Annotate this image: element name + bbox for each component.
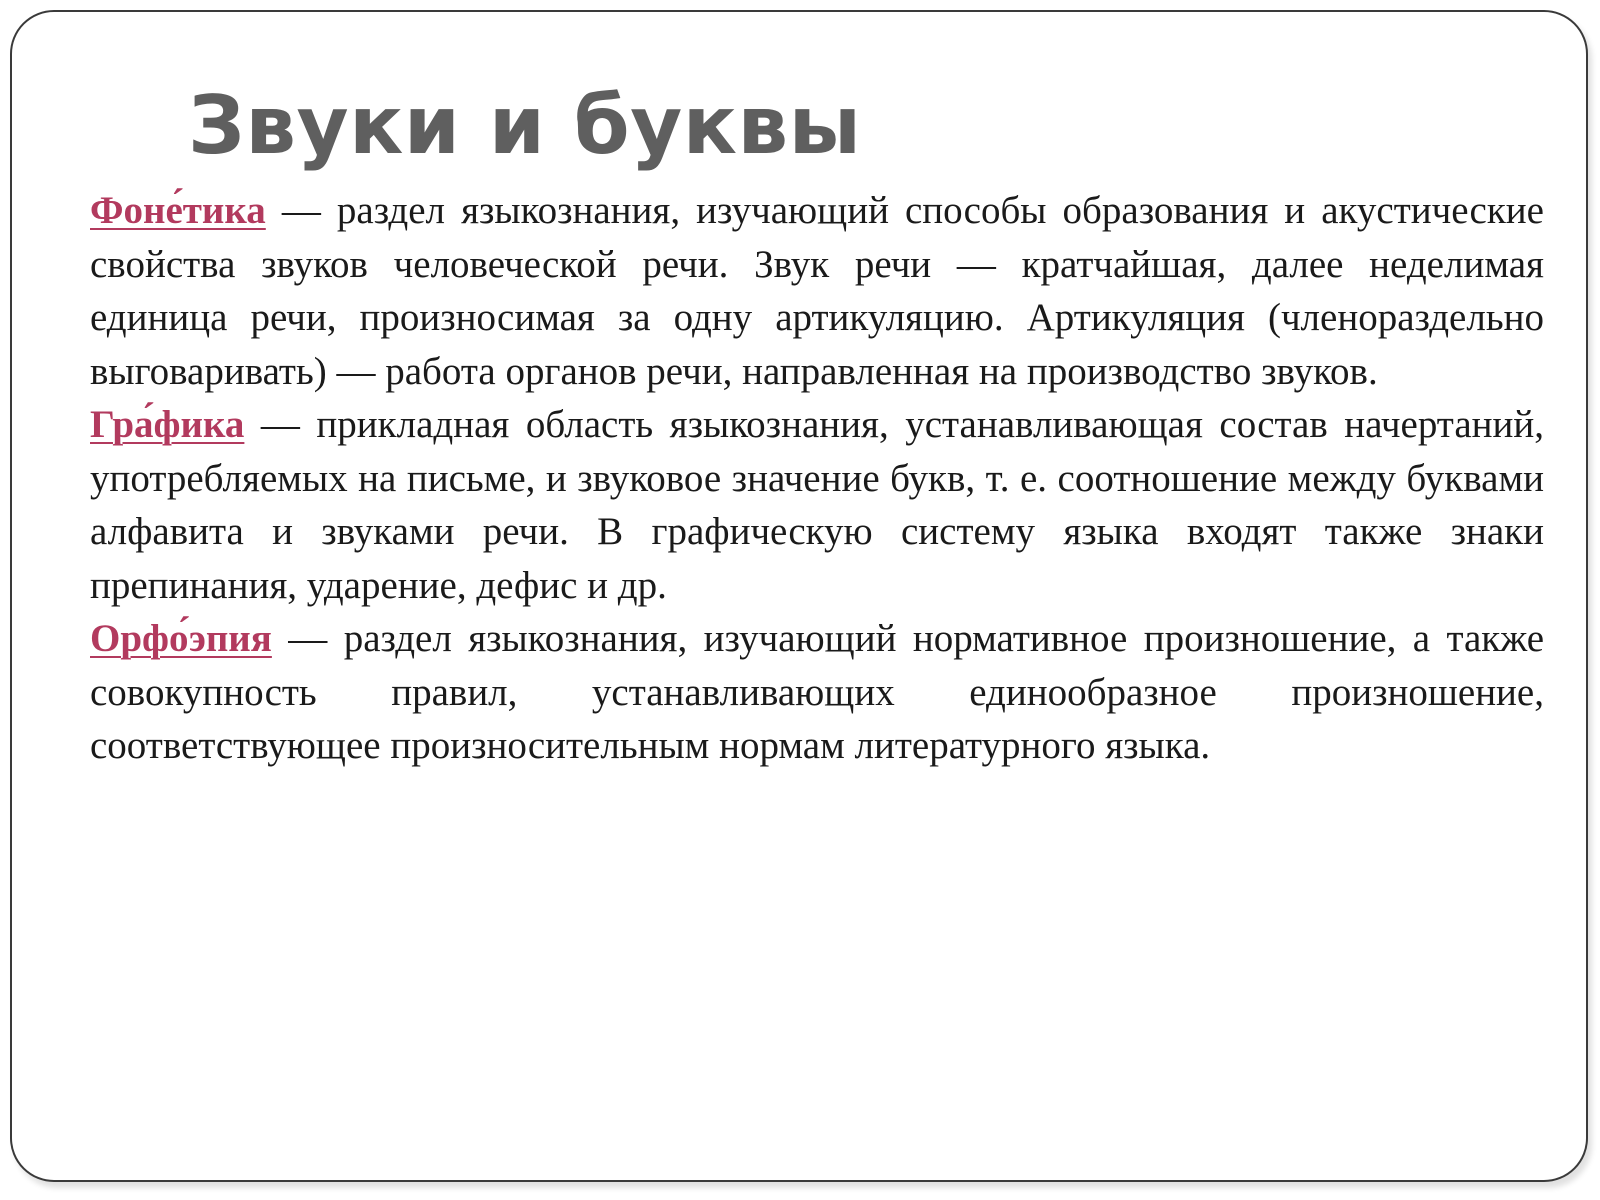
definition-graphics — [90, 398, 1544, 612]
slide-body — [90, 184, 1544, 773]
definition-orthoepy — [90, 612, 1544, 773]
term-link-orthoepy[interactable]: Орфо́эпия — [90, 617, 272, 660]
term-link-graphics[interactable]: Гра́фика — [90, 403, 245, 446]
slide-title: Звуки и буквы — [188, 79, 862, 172]
slide-frame — [10, 10, 1588, 1182]
definition-phonetics — [90, 184, 1544, 398]
definition-text-orthoepy: — раздел языкознания, изучающий нормативное произношение, а также совокупность правил, устанавливающих единообразное произношение, соответствующее произносительным нормам литературного языка. — [90, 617, 1544, 767]
definition-text-phonetics: — раздел языкознания, изучающий способы образования и акустические свойства звуков человеческой речи. Звук речи — кратчайшая, далее неделимая единица речи, произносимая за одну артикуляцию. Артикуляция (членораздельно выговаривать) — работа органов речи, направленная на производство звуков. — [90, 189, 1544, 393]
definition-text-graphics: — прикладная область языкознания, устанавливающая состав начертаний, употребляемых на письме, и звуковое значение букв, т. е. соотношение между буквами алфавита и звуками речи. В графическую систему языка входят также знаки препинания, ударение, дефис и др. — [90, 403, 1544, 607]
term-link-phonetics[interactable]: Фоне́тика — [90, 189, 266, 232]
